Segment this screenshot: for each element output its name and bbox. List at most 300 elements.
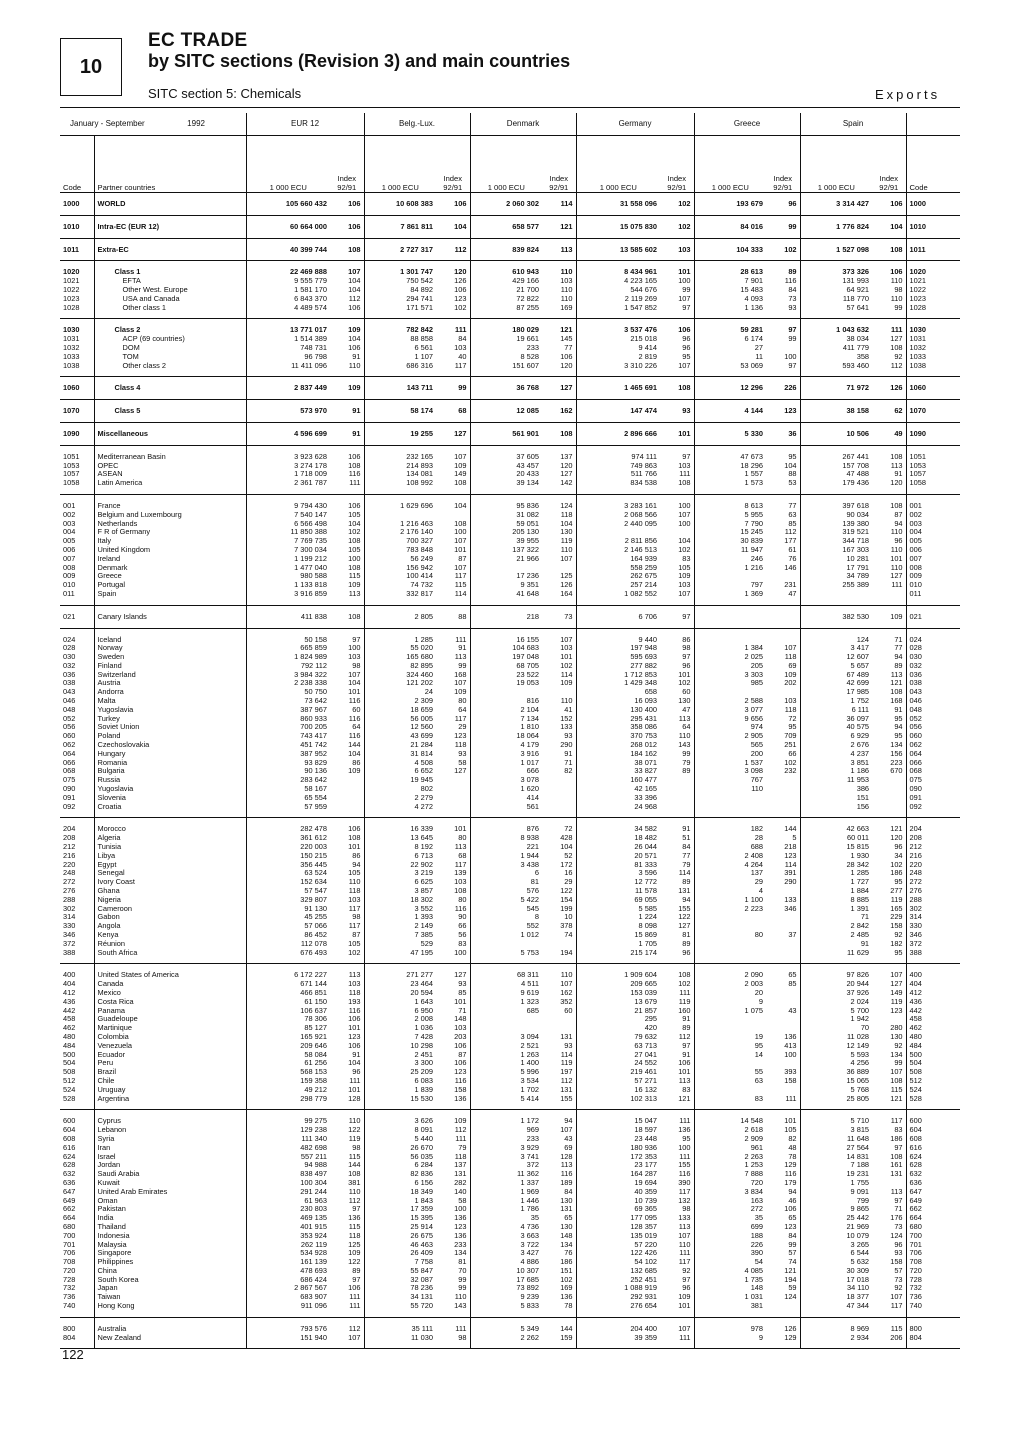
blank-cell [364,261,436,269]
index-cell: 96 [682,1284,691,1293]
index-cell [766,940,800,949]
blank-cell [872,193,906,201]
index-cell: 123 [348,1032,361,1041]
partner-name-cell: Canary Islands [94,613,246,622]
index-cell: 148 [454,1015,467,1024]
index-cell: 107 [560,980,573,989]
blank-cell [660,605,694,613]
index-cell: 121 [890,1094,903,1103]
value-cell: 31 082 [470,511,542,520]
index-cell: 123 [454,732,467,741]
code-cell-right: 288 [906,896,960,905]
index-cell: 108 [890,452,903,461]
value-cell: 150 215 [246,852,330,861]
index-cell [766,1086,800,1095]
value-cell: 8 938 [470,834,542,843]
table-row [60,697,960,706]
value-cell: 3 300 [364,1059,436,1068]
index-cell: 149 [454,470,467,479]
value-column-header: 1 000 ECU [576,136,660,193]
value-cell: 78 306 [246,1015,330,1024]
index-cell: 109 [348,767,361,776]
index-cell: 148 [560,1231,573,1240]
index-cell: 84 [458,335,467,344]
value-cell: 370 753 [576,732,660,741]
blank-cell [364,494,436,502]
value-cell: 1 285 [800,869,872,878]
index-cell: 110 [348,1117,361,1126]
blank-cell [330,964,364,972]
index-cell: 193 [348,997,361,1006]
value-cell: 2 727 317 [364,246,436,255]
value-cell: 8 434 961 [576,268,660,277]
index-cell: 111 [891,581,903,590]
code-cell-right: 021 [906,613,960,622]
index-cell: 61 [788,545,797,554]
index-cell: 110 [348,1187,361,1196]
value-cell: 19 [694,1033,766,1042]
blank-cell [694,238,766,246]
partner-name-cell: Poland [94,732,246,741]
index-cell: 94 [788,1187,797,1196]
blank-cell [330,818,364,826]
value-cell: 35 [694,1214,766,1223]
blank-cell [246,1110,330,1118]
value-cell: 4 489 574 [246,304,330,313]
value-cell: 7 861 811 [364,223,436,232]
value-cell: 1 839 [364,1086,436,1095]
value-cell: 20 571 [576,852,660,861]
index-cell: 107 [678,1231,691,1240]
blank-cell [800,1317,872,1325]
value-cell: 3 537 476 [576,326,660,335]
code-cell-right: 604 [906,1126,960,1135]
index-cell: 106 [348,1015,361,1024]
blank-cell [694,964,766,972]
table-row [60,834,960,843]
value-cell: 1 735 [694,1276,766,1285]
value-cell: 56 005 [364,715,436,724]
code-cell: 011 [63,589,75,598]
value-cell: 5 657 [800,662,872,671]
partner-name-cell: Croatia [94,803,246,812]
index-cell: 121 [560,222,573,231]
value-cell: 2 837 449 [246,384,330,393]
index-cell: 37 [788,931,797,939]
index-cell: 121 [890,679,903,688]
partner-name-cell: Norway [94,644,246,653]
index-cell: 101 [678,1068,691,1077]
blank-cell [694,377,766,385]
index-label: Index [773,174,793,183]
reporter-eur12: EUR 12 [246,113,364,136]
code-cell-right: 1023 [906,295,960,304]
index-cell: 69 [564,1143,573,1152]
value-cell: 665 859 [246,644,330,653]
index-cell: 113 [348,971,361,980]
index-cell: 101 [454,545,467,554]
value-cell: 18 377 [800,1293,872,1302]
value-cell: 26 675 [364,1232,436,1241]
index-cell: 104 [348,285,361,294]
value-cell: 2 238 338 [246,679,330,688]
value-cell: 1 843 [364,1197,436,1206]
value-cell: 2 060 302 [470,200,542,209]
value-cell: 3 077 [694,706,766,715]
value-cell: 2 263 [694,1153,766,1162]
index-cell: 91 [894,705,903,714]
column-header-row [60,136,960,193]
blank-cell [542,964,576,972]
index-cell: 104 [678,537,691,546]
value-cell: 55 [694,1068,766,1077]
partner-name-cell: Japan [94,1284,246,1293]
table-row [60,1293,960,1302]
value-cell: 2 867 567 [246,1284,330,1293]
code-cell-right: 091 [906,794,960,803]
value-cell: 5 833 [470,1302,542,1311]
value-cell: 9 440 [576,636,660,645]
code-cell: 001 [63,501,76,510]
index-cell: 107 [348,268,361,277]
index-cell: 111 [891,326,903,335]
index-cell: 101 [784,1117,797,1126]
partner-name-cell: Philippines [94,1258,246,1267]
value-cell: 172 353 [576,1153,660,1162]
index-cell: 99 [458,384,467,393]
value-cell: 104 683 [470,644,542,653]
value-cell: 324 460 [364,671,436,680]
value-cell: 1 224 [576,913,660,922]
partner-name-cell: Slovenia [94,794,246,803]
value-cell: 5 330 [694,430,766,439]
blank-cell [766,319,800,327]
value-cell: 29 [694,878,766,887]
value-cell: 21 966 [470,555,542,564]
code-cell: 062 [63,741,76,750]
blank-cell [800,1342,872,1349]
blank-cell [542,1110,576,1118]
index-cell: 114 [784,860,797,869]
index-cell: 194 [784,1275,797,1284]
index-cell: 95 [682,352,691,361]
index-cell: 136 [348,1214,361,1223]
value-cell: 397 618 [800,502,872,511]
blank-cell [872,1342,906,1349]
value-cell: 80 [694,931,766,940]
table-row [60,767,960,776]
index-cell: 111 [349,1293,361,1302]
value-cell: 39 134 [470,479,542,488]
index-period-label: 92/91 [549,183,569,192]
partner-name-cell: Martinique [94,1024,246,1033]
partner-name-cell: Spain [94,590,246,599]
value-cell: 53 069 [694,362,766,371]
index-cell: 120 [890,834,903,843]
blank-cell [800,377,872,385]
index-cell [660,528,694,537]
value-cell: 2 896 666 [576,430,660,439]
index-cell [766,785,800,794]
blank-cell [694,422,766,430]
blank-cell [470,1110,542,1118]
blank-cell [246,238,330,246]
table-row [60,869,960,878]
value-cell: 14 548 [694,1117,766,1126]
blank-cell [694,1317,766,1325]
blank-cell [246,628,330,636]
value-cell: 6 172 227 [246,971,330,980]
value-cell: 205 130 [470,528,542,537]
partner-name-cell: Czechoslovakia [94,741,246,750]
index-cell: 66 [458,922,467,931]
index-cell: 114 [678,869,691,878]
index-cell: 74 [564,931,573,939]
value-cell: 38 034 [800,335,872,344]
table-row [60,1188,960,1197]
code-cell-right: 064 [906,750,960,759]
blank-cell [660,818,694,826]
index-cell: 108 [678,971,691,980]
index-cell: 101 [560,653,573,662]
value-cell: 31 558 096 [576,200,660,209]
value-cell: 1 031 [694,1293,766,1302]
code-cell: 1051 [63,452,80,461]
value-cell: 2 811 856 [576,537,660,546]
partner-name-cell: Venezuela [94,1042,246,1051]
blank-cell [330,605,364,613]
table-row [60,268,960,277]
value-cell: 61 256 [246,1059,330,1068]
index-cell: 100 [454,528,467,537]
value-cell: 2 223 [694,905,766,914]
index-cell: 109 [454,461,467,470]
index-cell: 81 [682,931,691,939]
value-cell: 10 079 [800,1232,872,1241]
code-cell-right: 056 [906,723,960,732]
value-cell: 3 916 859 [246,590,330,599]
index-cell: 101 [678,670,691,679]
chapter-number-box [60,38,122,96]
blank-cell [872,238,906,246]
blank-cell [436,238,470,246]
value-cell: 39 955 [470,537,542,546]
value-cell: 7 134 [470,715,542,724]
index-cell: 97 [682,452,691,461]
blank-cell [60,1110,94,1118]
table-row [60,1007,960,1016]
index-cell: 233 [454,1240,467,1249]
partner-name-cell: Libya [94,852,246,861]
index-cell: 111 [455,1324,467,1333]
blank-cell [766,964,800,972]
value-cell: 5 422 [470,896,542,905]
value-cell: 8 613 [694,502,766,511]
index-cell: 110 [890,294,903,303]
index-cell: 112 [348,1196,361,1205]
index-cell: 95 [894,948,903,957]
index-cell: 107 [560,635,573,644]
code-cell-right: 800 [906,1325,960,1334]
index-cell [766,887,800,896]
value-cell: 1 323 [470,998,542,1007]
code-cell-right: 512 [906,1077,960,1086]
index-cell: 98 [352,1143,361,1152]
blank-cell [766,445,800,453]
value-cell: 106 637 [246,1007,330,1016]
index-cell: 106 [454,1041,467,1050]
table-row [60,462,960,471]
code-cell: 462 [63,1024,76,1033]
blank-cell [470,400,542,408]
value-cell: 233 [470,344,542,353]
code-cell: 006 [63,545,76,554]
index-column-header [330,136,364,193]
index-cell: 232 [784,767,797,776]
partner-name-cell: Extra-EC [94,246,246,255]
table-row [60,511,960,520]
code-cell: 091 [63,793,76,802]
index-cell: 91 [682,825,691,834]
value-cell: 610 943 [470,268,542,277]
value-cell: 1 810 [470,723,542,732]
index-cell: 102 [678,545,691,554]
index-cell: 104 [560,843,573,852]
blank-cell [800,605,872,613]
index-cell: 84 [564,1187,573,1196]
partner-name-cell: Argentina [94,1095,246,1104]
value-cell: 104 333 [694,246,766,255]
value-cell: 5 753 [470,949,542,958]
partner-name-cell: Brazil [94,1068,246,1077]
table-row [60,1241,960,1250]
index-cell: 29 [458,723,467,732]
blank-cell [470,605,542,613]
blank-cell [576,494,660,502]
value-cell: 14 831 [800,1153,872,1162]
index-cell: 118 [348,887,361,896]
value-cell: 1 263 [470,1051,542,1060]
blank-cell [694,261,766,269]
index-cell: 80 [458,834,467,843]
value-cell: 13 771 017 [246,326,330,335]
value-cell: 8 [470,913,542,922]
value-cell: 1 718 009 [246,470,330,479]
value-cell: 860 933 [246,715,330,724]
value-cell: 7 758 [364,1258,436,1267]
index-cell: 130 [890,1032,903,1041]
code-cell: 216 [63,851,76,860]
table-row [60,922,960,931]
index-cell: 99 [682,285,691,294]
blank-cell [660,377,694,385]
blank-cell [246,422,330,430]
value-cell [694,949,766,958]
spacer-row [60,628,960,636]
index-cell: 155 [560,1094,573,1103]
blank-cell [542,319,576,327]
value-cell: 2 003 [694,980,766,989]
blank-cell [330,400,364,408]
index-cell: 105 [348,510,361,519]
value-cell: 209 665 [576,980,660,989]
index-cell: 29 [564,878,573,887]
blank-cell [542,193,576,201]
index-cell: 102 [890,860,903,869]
index-cell: 109 [678,1293,691,1302]
value-cell: 10 307 [470,1267,542,1276]
blank-cell [470,261,542,269]
blank-cell [576,238,660,246]
code-cell: 220 [63,860,76,869]
value-cell: 74 732 [364,581,436,590]
value-cell: 59 051 [470,520,542,529]
index-cell: 123 [784,851,797,860]
index-cell: 117 [678,1187,691,1196]
index-period-label: 92/91 [443,183,463,192]
index-cell: 118 [348,1231,361,1240]
value-cell [694,803,766,812]
table-row [60,715,960,724]
index-cell: 86 [682,635,691,644]
index-cell: 144 [560,1324,573,1333]
partner-name-cell: Syria [94,1135,246,1144]
index-cell: 68 [458,851,467,860]
value-cell: 63 524 [246,869,330,878]
code-cell-right: 372 [906,940,960,949]
value-cell: 38 158 [800,407,872,416]
partner-name-cell: ACP (69 countries) [94,335,246,344]
index-cell: 79 [458,1143,467,1152]
index-cell: 104 [890,222,903,231]
index-cell: 99 [788,335,797,344]
value-cell: 2 149 [364,922,436,931]
value-cell: 5 955 [694,511,766,520]
code-cell: 732 [63,1284,76,1293]
value-cell: 15 815 [800,843,872,852]
index-cell: 108 [348,245,361,254]
blank-cell [800,319,872,327]
value-cell [694,794,766,803]
index-cell: 130 [560,1222,573,1231]
code-cell: 624 [63,1152,76,1161]
code-cell: 028 [63,644,76,653]
index-cell [872,785,906,794]
value-cell: 6 706 [576,613,660,622]
value-cell: 151 [800,794,872,803]
index-cell: 94 [682,895,691,904]
index-cell: 113 [678,1076,691,1085]
index-cell: 106 [348,303,361,312]
code-cell: 701 [63,1240,76,1249]
blank-cell [330,319,364,327]
value-cell: 10 298 [364,1042,436,1051]
code-cell: 1031 [63,335,80,344]
value-cell: 11 953 [800,776,872,785]
value-cell: 18 296 [694,462,766,471]
index-cell: 121 [890,825,903,834]
partner-name-cell: WORLD [94,200,246,209]
index-cell: 134 [890,1050,903,1059]
value-cell: 8 885 [800,896,872,905]
value-cell [694,940,766,949]
code-cell: 005 [63,537,76,546]
value-cell: 8 192 [364,843,436,852]
blank-cell [94,628,246,636]
code-cell-right: 632 [906,1170,960,1179]
index-cell: 133 [784,895,797,904]
value-cell: 2 309 [364,697,436,706]
